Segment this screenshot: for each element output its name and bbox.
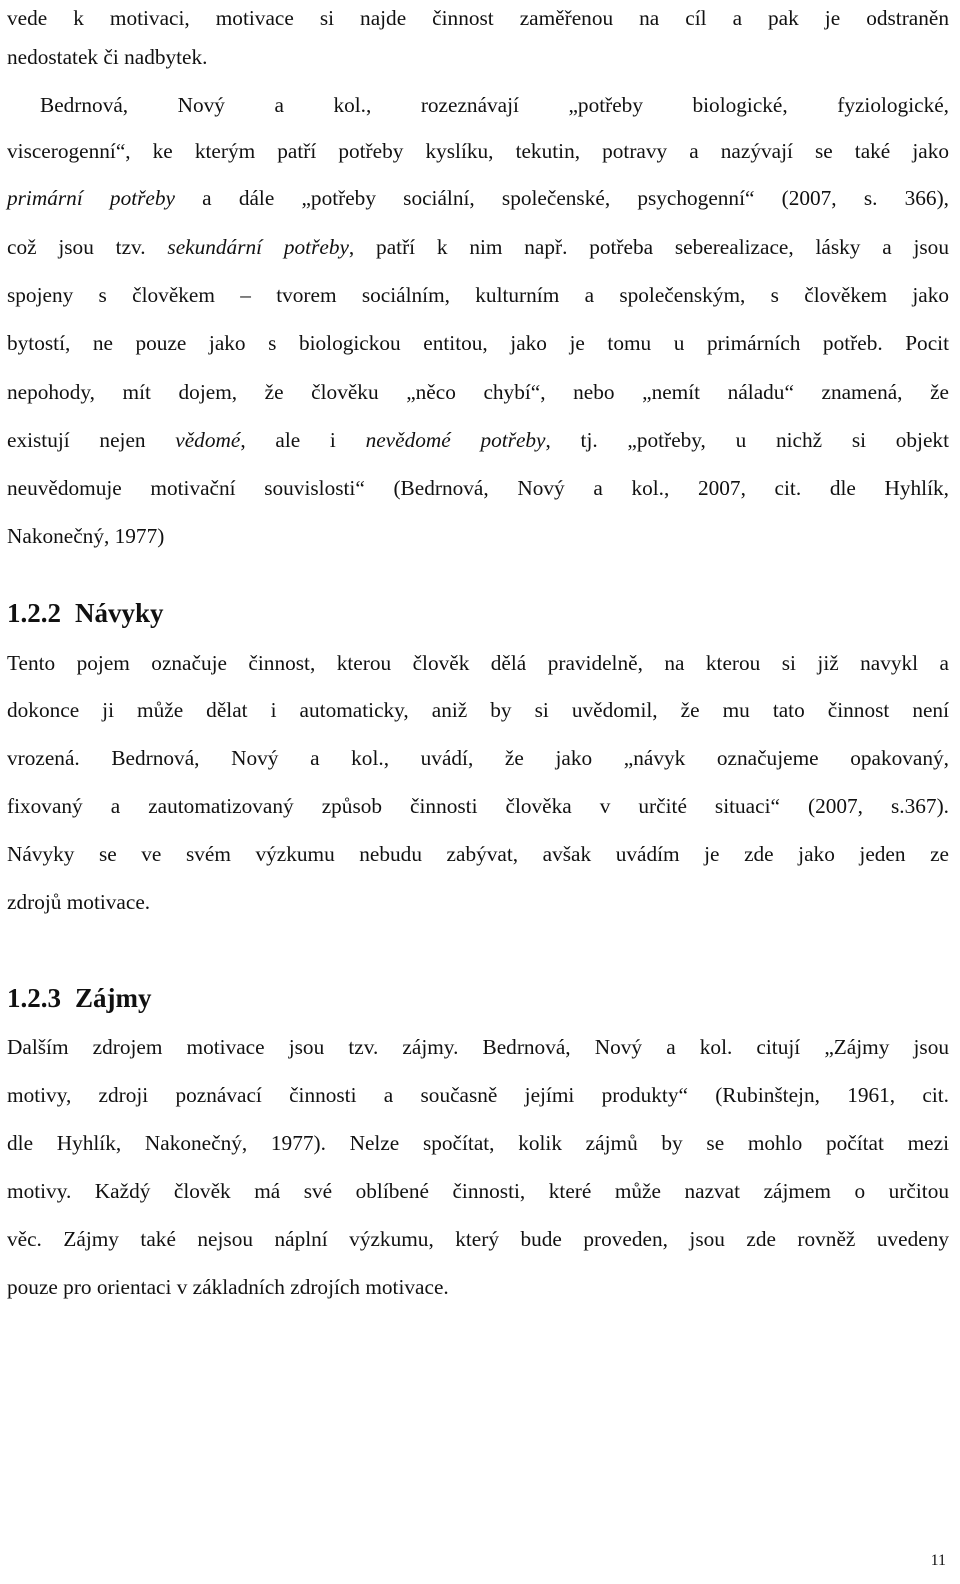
italic-term: nevědomé potřeby [365, 428, 546, 452]
text-line: Nakonečný, 1977) [7, 524, 165, 548]
italic-term: vědomé [175, 428, 241, 452]
text-line: nepohody, mít dojem, že člověku „něco chybí“, nebo „nemít náladu“ znamená, že [7, 380, 949, 404]
text-line: viscerogenní“, ke kterým patří potřeby kyslíku, tekutin, potravy a nazývají se také jako [7, 139, 949, 163]
text-line: Návyky se ve svém výzkumu nebudu zabývat, avšak uvádím je zde jako jeden ze [7, 842, 949, 866]
text-line: dokonce ji může dělat i automaticky, aniž by si uvědomil, že mu tato činnost není [7, 698, 949, 722]
text-line: což jsou tzv. sekundární potřeby, patří k nim např. potřeba seberealizace, lásky a jsou [7, 235, 949, 259]
section-heading-zajmy [7, 981, 152, 1015]
section-number: 1.2.3 [7, 983, 61, 1013]
text-line: primární potřeby a dále „potřeby sociální, společenské, psychogenní“ (2007, s. 366), [7, 186, 949, 210]
text-line: dle Hyhlík, Nakonečný, 1977). Nelze spočítat, kolik zájmů by se mohlo počítat mezi [7, 1131, 949, 1155]
text-line: motivy. Každý člověk má své oblíbené činnosti, které může nazvat zájmem o určitou [7, 1179, 949, 1203]
text-line: vrozená. Bedrnová, Nový a kol., uvádí, že jako „návyk označujeme opakovaný, [7, 746, 949, 770]
section-heading-navyky [7, 596, 164, 630]
text-line: motivy, zdroji poznávací činnosti a současně jejími produkty“ (Rubinštejn, 1961, cit. [7, 1083, 949, 1107]
text-line: spojeny s člověkem – tvorem sociálním, kulturním a společenským, s člověkem jako [7, 283, 949, 307]
text-line: nedostatek či nadbytek. [7, 45, 208, 69]
italic-term: primární potřeby [7, 186, 175, 210]
text-line: Tento pojem označuje činnost, kterou člověk dělá pravidelně, na kterou si již navykl a [7, 651, 949, 675]
text-line: neuvědomuje motivační souvislosti“ (Bedrnová, Nový a kol., 2007, cit. dle Hyhlík, [7, 476, 949, 500]
page-number: 11 [930, 1552, 946, 1569]
text-line: bytostí, ne pouze jako s biologickou entitou, jako je tomu u primárních potřeb. Pocit [7, 331, 949, 355]
text-line: vede k motivaci, motivace si najde činnost zaměřenou na cíl a pak je odstraněn [7, 6, 949, 30]
text-line: Dalším zdrojem motivace jsou tzv. zájmy. Bedrnová, Nový a kol. citují „Zájmy jsou [7, 1035, 949, 1059]
text-line: pouze pro orientaci v základních zdrojích motivace. [7, 1275, 449, 1299]
text-line: fixovaný a zautomatizovaný způsob činnosti člověka v určité situaci“ (2007, s.367). [7, 794, 949, 818]
italic-term: sekundární potřeby [167, 235, 349, 259]
section-number: 1.2.2 [7, 598, 61, 628]
section-title: Návyky [75, 598, 164, 628]
text-line: existují nejen vědomé, ale i nevědomé potřeby, tj. „potřeby, u nichž si objekt [7, 428, 949, 452]
text-line: věc. Zájmy také nejsou náplní výzkumu, který bude proveden, jsou zde rovněž uvedeny [7, 1227, 949, 1251]
section-title: Zájmy [75, 983, 152, 1013]
text-line: Bedrnová, Nový a kol., rozeznávají „potřeby biologické, fyziologické, [40, 93, 949, 117]
text-line: zdrojů motivace. [7, 890, 151, 914]
